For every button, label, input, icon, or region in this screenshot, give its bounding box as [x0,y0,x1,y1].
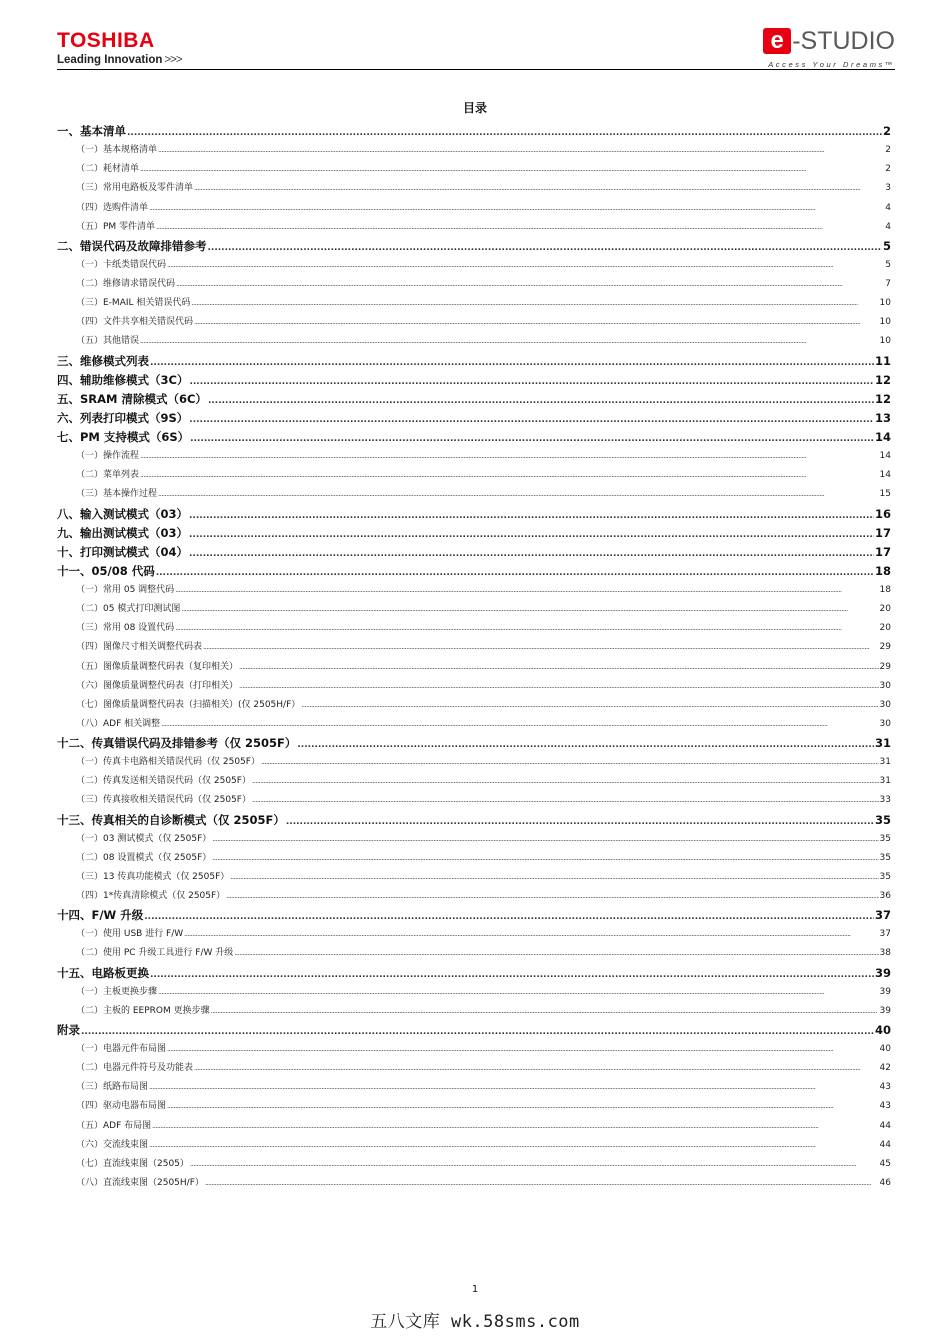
toc-entry-label: （四）图像尺寸相关调整代码表 [76,642,203,653]
toc-dot-leader [144,906,874,927]
toc-entry-page: 31 [879,776,891,787]
toc-entry-page: 13 [874,410,891,425]
toc-dot-leader [167,256,884,275]
toc-entry-label: （七）图像质量调整代码表（扫描相关）(仅 2505H/F） [76,699,301,710]
toc-entry-page: 12 [874,391,891,406]
watermark: 五八文库 wk.58sms.com [370,1312,580,1332]
toc-entry-label: 四、辅助维修模式（3C） [57,372,189,387]
toc-entry-label: （五）其他错误 [76,336,140,347]
toc-entry-label: （八）ADF 相关调整 [76,718,161,729]
toc-entry-label: （二）维修请求错误代码 [76,279,176,289]
toc-section-entry[interactable] [57,887,891,906]
toc-chapter-entry[interactable] [57,734,891,753]
toc-dot-leader [181,600,878,619]
toc-dot-leader [158,485,879,504]
toc-entry-page: 43 [879,1082,891,1093]
toc-dot-leader [127,122,882,143]
toc-chapter-entry[interactable] [57,237,891,256]
toc-dot-leader [301,696,878,715]
toc-entry-label: 二、错误代码及故障排错参考 [57,238,207,253]
toc-entry-label: （一）主板更换步骤 [76,986,158,997]
toc-dot-leader [167,1040,879,1059]
toc-entry-label: （六）图像质量调整代码表（打印相关） [76,680,239,691]
tagline-text: Leading Innovation [57,54,163,66]
toc-entry-label: （一）使用 USB 进行 F/W [76,929,184,940]
toc-entry-label: （二）主板的 EEPROM 更换步骤 [76,1005,210,1016]
toc-dot-leader [205,1174,879,1193]
toc-entry-label: 十四、F/W 升级 [57,908,144,923]
toc-chapter-entry[interactable] [57,524,891,543]
toc-dot-leader [189,524,874,545]
toc-dot-leader [149,1136,879,1155]
toc-entry-page: 12 [874,372,891,387]
toc-chapter-entry[interactable] [57,1021,891,1040]
toc-entry-label: 十三、传真相关的自诊断模式（仅 2505F） [57,812,285,827]
toc-entry-page: 14 [874,430,891,444]
toshiba-logo [57,30,182,67]
toc-entry-label: （六）交流线束图 [76,1139,149,1150]
toc-dot-leader [149,199,884,218]
toc-entry-label: 六、列表打印模式（9S） [57,410,189,425]
toc-entry-label: （三）纸路布局图 [76,1082,149,1093]
toc-dot-leader [189,505,874,526]
toc-entry-label: （四）驱动电器布局图 [76,1101,167,1112]
toc-section-entry[interactable] [57,294,891,313]
page-number: 1 [471,1284,479,1295]
toc-entry-label: 十、打印测试模式（04） [57,544,189,559]
toc-entry-page: 46 [879,1177,891,1188]
toc-section-entry[interactable] [57,256,891,275]
toc-entry-label: 十二、传真错误代码及排错参考（仅 2505F） [57,736,297,750]
estudio-word: -STUDIO [792,27,895,55]
toc-section-entry[interactable] [57,1040,891,1059]
toc-section-entry[interactable] [57,1136,891,1155]
toc-dot-leader [191,294,878,313]
toc-section-entry[interactable] [57,581,891,600]
toc-chapter-entry[interactable] [57,811,891,830]
toc-entry-label: （三）基本操作过程 [76,489,158,500]
toc-entry-label: （五）PM 零件清单 [76,221,156,232]
toc-entry-page: 33 [879,795,891,806]
toc-title: 目录 [462,101,487,115]
toc-entry-page: 3 [885,183,891,194]
toc-entry-page: 40 [874,1022,891,1037]
toc-dot-leader [212,830,878,849]
toc-entry-label: 七、PM 支持模式（6S） [57,430,190,444]
toc-entry-page: 10 [879,336,891,347]
toc-dot-leader [140,447,879,466]
toc-section-entry[interactable] [57,677,891,696]
toc-section-entry[interactable] [57,466,891,485]
toc-entry-label: （五）ADF 布局图 [76,1120,152,1131]
toc-entry-page: 30 [879,680,891,691]
toc-entry-page: 2 [882,124,891,138]
estudio-e-icon: e [763,28,791,54]
toc-entry-page: 18 [879,585,891,595]
toc-chapter-entry[interactable] [57,906,891,925]
toc-entry-label: （三）13 传真功能模式（仅 2505F） [76,871,230,882]
toc-entry-label: （七）直流线束图（2505） [76,1158,189,1169]
toc-entry-page: 44 [879,1139,891,1150]
table-of-contents [57,122,891,1193]
brand-tagline [57,54,182,67]
toc-dot-leader [252,772,879,791]
toc-entry-label: 三、维修模式列表 [57,353,149,368]
toc-dot-leader [156,562,874,583]
toc-entry-page: 20 [879,623,891,634]
toc-section-entry[interactable] [57,830,891,849]
toc-entry-page: 20 [879,604,891,615]
toc-section-entry[interactable] [57,791,891,810]
toc-dot-leader [212,849,878,868]
toc-dot-leader [189,371,874,392]
toc-chapter-entry[interactable] [57,122,891,141]
toc-entry-label: （一）操作流程 [76,451,140,462]
brand-name: TOSHIBA [57,29,155,52]
toc-section-entry[interactable] [57,600,891,619]
estudio-tagline: Access Your Dreams™ [768,60,895,69]
toc-entry-page: 35 [874,812,891,827]
toc-dot-leader [190,1155,879,1174]
toc-section-entry[interactable] [57,638,891,657]
toc-section-entry[interactable] [57,160,891,179]
toc-entry-label: （五）图像质量调整代码表（复印相关） [76,661,239,672]
toc-section-entry[interactable] [57,658,891,677]
toc-dot-leader [158,141,884,160]
toc-entry-page: 37 [879,929,891,940]
toc-dot-leader [297,734,874,755]
toc-entry-label: 八、输入测试模式（03） [57,506,189,521]
toc-entry-page: 17 [874,544,891,559]
toc-entry-page: 45 [879,1158,891,1169]
toc-dot-leader [150,964,874,985]
estudio-wordmark [763,28,895,54]
toc-section-entry[interactable] [57,1078,891,1097]
toc-entry-label: （三）常用电路板及零件清单 [76,183,194,194]
toc-entry-page: 43 [879,1101,891,1112]
toc-dot-leader [140,160,884,179]
toc-dot-leader [208,390,874,411]
toc-section-entry[interactable] [57,1117,891,1136]
toc-entry-page: 10 [879,317,891,328]
toc-entry-label: （三）传真接收相关错误代码（仅 2505F） [76,795,251,806]
toc-entry-page: 39 [879,986,891,997]
estudio-logo [763,28,895,69]
tagline-arrows-icon: >>> [164,54,182,66]
toc-section-entry[interactable] [57,849,891,868]
toc-section-entry[interactable] [57,485,891,504]
toc-dot-leader [194,179,884,198]
toc-entry-page: 35 [879,833,891,844]
toc-entry-page: 29 [879,642,891,653]
toc-chapter-entry[interactable] [57,964,891,983]
toc-section-entry[interactable] [57,275,891,294]
toc-dot-leader [194,1059,879,1078]
toc-entry-label: （二）使用 PC 升级工具进行 F/W 升级 [76,948,234,959]
toc-dot-leader [239,658,879,677]
toc-entry-label: （一）电器元件布局图 [76,1044,167,1054]
toc-section-entry[interactable] [57,1059,891,1078]
toc-entry-label: （二）08 设置模式（仅 2505F） [76,852,212,863]
toc-entry-page: 37 [874,908,891,923]
toc-entry-label: （三）常用 08 设置代码 [76,623,175,634]
toc-entry-label: （一）基本规格清单 [76,145,158,156]
toc-entry-page: 5 [885,259,891,270]
toc-entry-page: 18 [874,563,891,578]
toc-entry-page: 2 [885,164,891,175]
toc-section-entry[interactable] [57,619,891,638]
toc-dot-leader [167,1097,879,1116]
toc-dot-leader [230,868,878,887]
toc-chapter-entry[interactable] [57,562,891,581]
toc-entry-label: 附录 [57,1022,80,1037]
toc-dot-leader [203,638,879,657]
toc-entry-label: （一）03 测试模式（仅 2505F） [76,833,212,844]
toc-entry-page: 29 [879,661,891,672]
toc-dot-leader [189,409,874,430]
toc-section-entry[interactable] [57,983,891,1002]
toc-entry-page: 10 [879,298,891,309]
toc-dot-leader [81,1021,874,1042]
toc-dot-leader [158,983,879,1002]
toc-entry-label: （二）05 模式打印测试图 [76,604,181,615]
toc-section-entry[interactable] [57,179,891,198]
toc-entry-label: （四）文件共享相关错误代码 [76,317,194,328]
toc-entry-label: （四）选购件清单 [76,202,149,213]
toc-chapter-entry[interactable] [57,390,891,409]
toc-entry-label: 十五、电路板更换 [57,965,149,980]
toc-entry-label: 九、输出测试模式（03） [57,525,189,540]
toc-dot-leader [140,466,879,485]
toc-dot-leader [239,677,879,696]
toc-entry-page: 40 [879,1044,891,1054]
toc-dot-leader [149,1078,879,1097]
toc-entry-page: 4 [885,202,891,213]
toc-entry-page: 39 [879,1005,891,1016]
toc-section-entry[interactable] [57,715,891,734]
toc-entry-page: 5 [882,238,891,253]
toc-entry-label: （二）传真发送相关错误代码（仅 2505F） [76,776,251,787]
toc-chapter-entry[interactable] [57,428,891,447]
toc-chapter-entry[interactable] [57,505,891,524]
toc-entry-page: 15 [879,489,891,500]
toc-dot-leader [189,543,874,564]
toc-entry-page: 31 [874,736,891,750]
toc-entry-page: 4 [885,221,891,232]
toc-dot-leader [184,925,878,944]
toc-entry-page: 14 [879,451,891,462]
toc-entry-page: 31 [879,757,891,768]
toc-section-entry[interactable] [57,753,891,772]
toc-dot-leader [261,753,879,772]
toc-entry-label: （一）卡纸类错误代码 [76,259,167,270]
toc-section-entry[interactable] [57,1097,891,1116]
toc-dot-leader [286,811,874,832]
toc-section-entry[interactable] [57,199,891,218]
toc-entry-label: （二）菜单列表 [76,470,140,481]
toc-section-entry[interactable] [57,332,891,351]
toc-chapter-entry[interactable] [57,352,891,371]
toc-section-entry[interactable] [57,1174,891,1193]
toc-entry-label: （一）常用 05 调整代码 [76,585,175,595]
toc-dot-leader [252,791,879,810]
toc-section-entry[interactable] [57,696,891,715]
toc-entry-label: （一）传真卡电路相关错误代码（仅 2505F） [76,757,260,768]
toc-entry-page: 35 [879,871,891,882]
toc-entry-label: 五、SRAM 清除模式（6C） [57,391,207,406]
toc-entry-page: 11 [874,353,891,368]
toc-section-entry[interactable] [57,141,891,160]
toc-section-entry[interactable] [57,1155,891,1174]
toc-chapter-entry[interactable] [57,543,891,562]
toc-entry-page: 30 [879,699,891,710]
toc-entry-page: 17 [874,525,891,540]
page-header [57,28,895,70]
toc-entry-label: （八）直流线束图（2505H/F） [76,1177,204,1188]
toc-entry-page: 2 [885,145,891,156]
toc-section-entry[interactable] [57,772,891,791]
toc-dot-leader [176,275,884,294]
toc-dot-leader [194,313,879,332]
toc-entry-page: 38 [879,948,891,959]
toc-section-entry[interactable] [57,868,891,887]
toc-entry-label: （二）耗材清单 [76,164,140,175]
toc-chapter-entry[interactable] [57,371,891,390]
toc-dot-leader [208,237,882,258]
toc-section-entry[interactable] [57,313,891,332]
toc-entry-label: 一、基本清单 [57,124,126,138]
toc-entry-page: 14 [879,470,891,481]
toc-entry-page: 35 [879,852,891,863]
toc-dot-leader [161,715,878,734]
toc-section-entry[interactable] [57,218,891,237]
toc-entry-page: 39 [874,965,891,980]
toc-entry-label: （四）1*传真清除模式（仅 2505F） [76,891,226,901]
toc-dot-leader [156,218,884,237]
toc-dot-leader [190,428,874,449]
toc-entry-label: 十一、05/08 代码 [57,563,155,578]
toc-dot-leader [152,1117,878,1136]
toc-entry-page: 44 [879,1120,891,1131]
toc-dot-leader [175,581,878,600]
toc-section-entry[interactable] [57,925,891,944]
toc-section-entry[interactable] [57,944,891,963]
toc-dot-leader [234,944,878,963]
toc-section-entry[interactable] [57,1002,891,1021]
toc-entry-label: （二）电器元件符号及功能表 [76,1063,194,1074]
toc-entry-page: 36 [879,891,891,901]
toc-dot-leader [175,619,878,638]
toc-entry-page: 7 [885,279,891,289]
toc-entry-page: 30 [879,718,891,729]
toc-dot-leader [226,887,878,906]
toc-chapter-entry[interactable] [57,409,891,428]
toc-section-entry[interactable] [57,447,891,466]
toc-entry-page: 42 [879,1063,891,1074]
toc-dot-leader [140,332,879,351]
toc-dot-leader [211,1002,879,1021]
header-divider [57,69,895,70]
toc-dot-leader [150,352,874,373]
toc-entry-label: （三）E-MAIL 相关错误代码 [76,298,191,309]
toc-entry-page: 16 [874,506,891,521]
